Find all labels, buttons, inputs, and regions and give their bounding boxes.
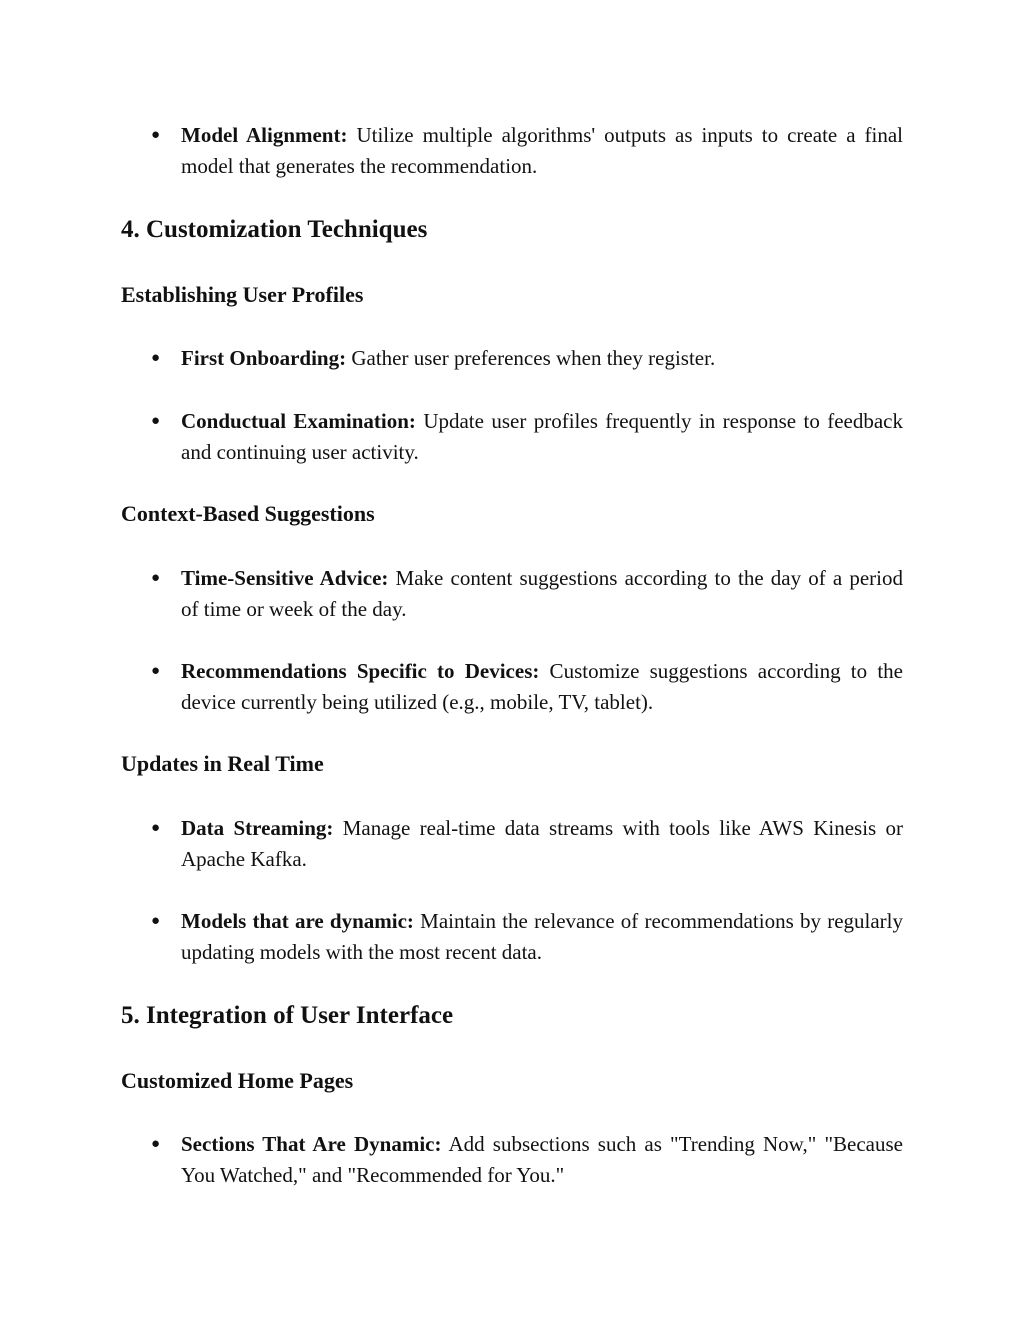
bullet-recommendations-specific-to-devices [121, 656, 903, 718]
bullet-text [181, 120, 903, 182]
bullet-dot: ● [151, 570, 161, 586]
bullet-term: Models that are dynamic: [181, 909, 414, 933]
bullet-dot: ● [151, 1136, 161, 1152]
bullet-term: First Onboarding: [181, 346, 347, 370]
bullet-term: Model Alignment: [181, 123, 348, 147]
bullet-dot: ● [151, 663, 161, 679]
bullet-text [181, 813, 903, 875]
bullet-sections-that-are-dynamic [121, 1129, 903, 1191]
section-heading-integration-of-user-interface: 5. Integration of User Interface [121, 1002, 454, 1029]
subheading-context-based-suggestions: Context-Based Suggestions [121, 501, 375, 526]
bullet-term: Conductual Examination: [181, 409, 416, 433]
subheading-customized-home-pages: Customized Home Pages [121, 1068, 354, 1093]
bullet-dot: ● [151, 413, 161, 429]
bullet-description: Maintain the relevance of recommendations by regularly updating models with the most recent data. [181, 909, 903, 964]
bullet-dot: ● [151, 127, 161, 143]
bullet-description: Customize suggestions according to the device currently being utilized (e.g., mobile, TV, tablet). [181, 659, 903, 714]
bullet-text [181, 1129, 903, 1191]
bullet-time-sensitive-advice [121, 563, 903, 625]
bullet-description: Gather user preferences when they register. [346, 346, 716, 370]
bullet-description: Utilize multiple algorithms' outputs as inputs to create a final model that generates the recommendation. [181, 123, 903, 178]
bullet-text [181, 406, 903, 468]
bullet-first-onboarding [121, 343, 903, 374]
bullet-dot: ● [151, 820, 161, 836]
bullet-dot: ● [151, 350, 161, 366]
bullet-text [181, 906, 903, 968]
bullet-data-streaming [121, 813, 903, 875]
subheading-updates-in-real-time: Updates in Real Time [121, 751, 324, 776]
bullet-description: Make content suggestions according to the day of a period of time or week of the day. [181, 566, 903, 621]
bullet-model-alignment [121, 120, 903, 182]
bullet-description: Manage real-time data streams with tools like AWS Kinesis or Apache Kafka. [181, 816, 904, 871]
bullet-dot: ● [151, 913, 161, 929]
bullet-text [181, 563, 903, 625]
section-heading-customization-techniques: 4. Customization Techniques [121, 216, 428, 243]
bullet-conductual-examination [121, 406, 903, 468]
bullet-models-that-are-dynamic [121, 906, 903, 968]
bullet-term: Data Streaming: [181, 816, 334, 840]
subheading-establishing-user-profiles: Establishing User Profiles [121, 282, 364, 307]
bullet-term: Time-Sensitive Advice: [181, 566, 389, 590]
bullet-description: Update user profiles frequently in response to feedback and continuing user activity. [181, 409, 904, 464]
bullet-term: Sections That Are Dynamic: [181, 1132, 442, 1156]
bullet-term: Recommendations Specific to Devices: [181, 659, 540, 683]
bullet-text [181, 656, 903, 718]
bullet-text [181, 343, 903, 374]
bullet-description: Add subsections such as "Trending Now," "Because You Watched," and "Recommended for You." [181, 1132, 903, 1187]
